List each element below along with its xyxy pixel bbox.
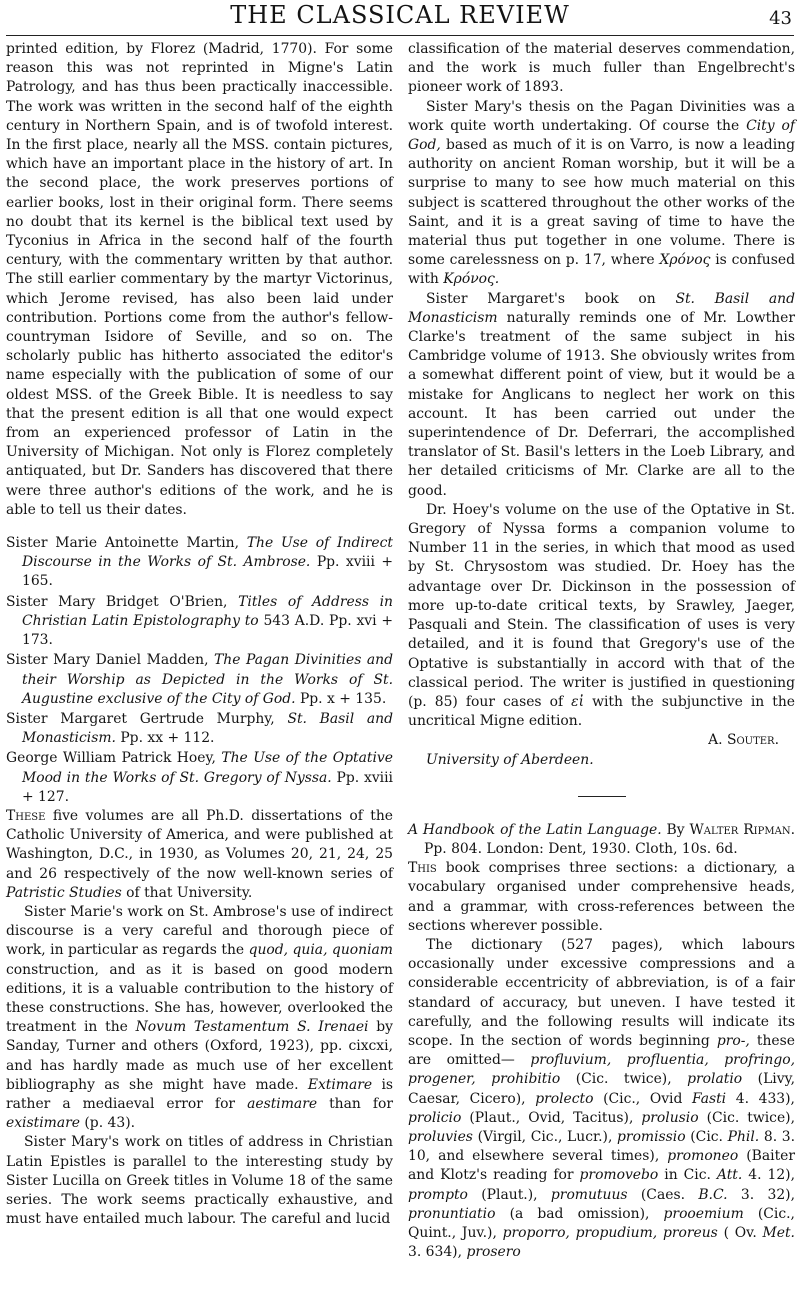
review-heading: A Handbook of the Latin Language. By Walter Ripman. Pp. 804. London: Dent, 1930. Cloth, 10s. 6d.	[408, 821, 795, 857]
page-number: 43	[769, 8, 792, 29]
lead-word: These	[6, 807, 46, 824]
marie-paragraph: Sister Marie's work on St. Ambrose's use of indirect discourse is a very careful and thorough piece of work, in particular as regards the quod, quia, quoniam construction, and as it is based on good modern editions, it is a valuable contribution to the history of these constructions. She has, however, overlooked the treatment in the Novum Testamentum S. Irenaei by Sanday, Turner and others (Oxford, 1923), pp. cixcxi, and has hardly made as much use of her excellent bibliography as she might have made. Extimare is rather a mediaeval error for aestimare than for existimare (p. 43).	[6, 903, 394, 1132]
mary-paragraph: Sister Mary's work on titles of address in Christian Latin Epistles is parallel to the interesting study by Sister Lucilla on Greek titles in Volume 18 of the same series. The work seems practically exhaustive, and must have entailed much labour. The careful and lucid	[6, 1134, 393, 1228]
book-entry	[6, 710, 393, 748]
book-pages: Pp. xvi + 173.	[22, 612, 393, 649]
reviewed-books-list	[6, 534, 393, 807]
hoey-paragraph: Dr. Hoey's volume on the use of the Optative in St. Gregory of Nyssa forms a companion volume to Number 11 in the series, in which that mood as used by St. Chrysostom was studied. Dr. Hoey has the advantage over Dr. Dickinson in the possession of more up-to-date critical texts, by Srawley, Jaeger, Pasquali and Stein. The classification of uses is very detailed, and it is found that Gregory's use of the Optative is substantially in accord with that of the classical period. The writer is justified in questioning (p. 85) four cases of εἰ with the subjunctive in the uncritical Migne edition.	[408, 501, 796, 730]
running-title: THE CLASSICAL REVIEW	[230, 1, 570, 29]
book-title: The Use of the Optative Mood in the Works of St. Gregory of Nyssa.	[22, 750, 393, 786]
book-author: Sister Mary Daniel Madden,	[6, 652, 209, 669]
book-author: George William Patrick Hoey,	[6, 750, 216, 767]
right-column	[408, 40, 795, 1262]
book-author: Sister Mary Bridget O'Brien,	[6, 593, 228, 610]
section-divider	[578, 796, 626, 797]
header-rule	[6, 35, 794, 36]
book-entry	[6, 534, 393, 592]
book-summary-paragraph: This book comprises three sections: a dictionary, a vocabulary organised under comprehensive heads, and a grammar, with cross-references between the sections wherever possible.	[408, 860, 795, 934]
book-title: Titles of Address in Christian Latin Epistolography to	[22, 593, 394, 629]
book-pages: Pp. xviii + 165.	[22, 554, 394, 590]
section-gap	[6, 520, 393, 534]
reviewer-signature: A. Souter.	[708, 732, 779, 749]
book-author: Walter Ripman.	[689, 821, 795, 838]
book-title: The Pagan Divinities and their Worship as Depicted in the Works of St. Augustine exclusive of the City of God.	[22, 652, 393, 707]
book-title: The Use of Indirect Discourse in the Works of St. Ambrose.	[22, 535, 393, 571]
margaret-paragraph: Sister Margaret's book on St. Basil and Monasticism naturally reminds one of Mr. Lowther Clarke's treatment of the same subject in his Cambridge volume of 1913. She obviously writes from a somewhat different point of view, but it would be a mistake for Anglicans to neglect her work on this account. It has been carried out under the superintendence of Dr. Deferrari, the accomplished translator of St. Basil's letters in the Loeb Library, and her detailed criticisms of Mr. Clarke are all to the good.	[408, 290, 795, 499]
thesis-paragraph: Sister Mary's thesis on the Pagan Divinities was a work quite worth undertaking. Of course the City of God, based as much of it is on Varro, is now a leading authority on ancient Roman worship, but it will be a surprise to many to see how much material on this subject is scattered throughout the other works of the Saint, and it is a great saving of time to have the material thus put together in one volume. There is some carelessness on p. 17, where Χρόνος is confused with Κρόνος.	[408, 98, 795, 288]
book-pages: Pp. x + 135.	[299, 690, 387, 707]
left-column	[6, 40, 393, 1229]
book-entry	[6, 651, 393, 709]
page-header	[0, 0, 800, 44]
book-author: Sister Margaret Gertrude Murphy,	[6, 710, 275, 727]
book-title: A Handbook of the Latin Language.	[408, 821, 662, 838]
book-pages: Pp. xviii + 127.	[22, 769, 393, 805]
book-title: St. Basil and Monasticism.	[22, 710, 394, 747]
continuation-paragraph: classification of the material deserves commendation, and the work is much fuller than Engelbrecht's pioneer work of 1893.	[408, 41, 795, 96]
book-entry	[6, 593, 393, 651]
book-author: Sister Marie Antoinette Martin,	[6, 535, 240, 552]
dictionary-paragraph: The dictionary (527 pages), which labours occasionally under excessive compressions and a considerable eccentricity of abbreviation, is of a fair standard of accuracy, but uneven. I have tested it carefully, and the following results will indicate its scope. In the section of words beginning pro-, these are omitted— profluvium, profluentia, profringo, progener, prohibitio (Cic. twice), prolatio (Livy, Caesar, Cicero), prolecto (Cic., Ovid Fasti 4. 433), prolicio (Plaut., Ovid, Tacitus), prolusio (Cic. twice), proluvies (Virgil, Cic., Lucr.), promissio (Cic. Phil. 8. 3. 10, and elsewhere several times), promoneo (Baiter and Klotz's reading for promovebo in Cic. Att. 4. 12), prompto (Plaut.), promutuus (Caes. B.C. 3. 32), pronuntiatio (a bad omission), prooemium (Cic., Quint., Juv.), proporro, propudium, proreus ( Ov. Met. 3. 634), prosero	[408, 936, 796, 1261]
reviewer-affiliation: University of Aberdeen.	[426, 751, 594, 768]
book-pages: Pp. xx + 112.	[120, 730, 215, 747]
book-details: Pp. 804. London: Dent, 1930. Cloth, 10s. 6d.	[424, 840, 738, 857]
lead-word: This	[408, 860, 437, 877]
book-date: 543 A.D.	[263, 612, 325, 629]
intro-paragraph: printed edition, by Florez (Madrid, 1770). For some reason this was not reprinted in Migne's Latin Patrology, and has thus been practically inaccessible. The work was written in the second half of the eighth century in Northern Spain, and is of twofold interest. In the first place, nearly all the MSS. contain pictures, which have an important place in the history of art. In the second place, the work preserves portions of earlier books, lost in their original form. There seems no doubt that its kernel is the biblical text used by Tyconius in Africa in the second half of the fourth century, with the commentary written by that author. The still earlier commentary by the martyr Victorinus, which Jerome revised, has also been laid under contribution. Portions come from the author's fellow-countryman Isidore of Seville, and so on. The scholarly public has hitherto associated the editor's name especially with the publication of some of our oldest MSS. of the Greek Bible. It is needless to say that the present edition is all that one would expect from an experienced professor of Latin in the University of Michigan. Not only is Florez completely antiquated, but Dr. Sanders has discovered that there were three author's editions of the work, and he is able to tell us their dates.	[6, 41, 393, 518]
book-entry	[6, 749, 393, 807]
these-paragraph: These five volumes are all Ph.D. dissertations of the Catholic University of America, and were published at Washington, D.C., in 1930, as Volumes 20, 21, 24, 25 and 26 respectively of the now well-known series of Patristic Studies of that University.	[6, 807, 393, 901]
